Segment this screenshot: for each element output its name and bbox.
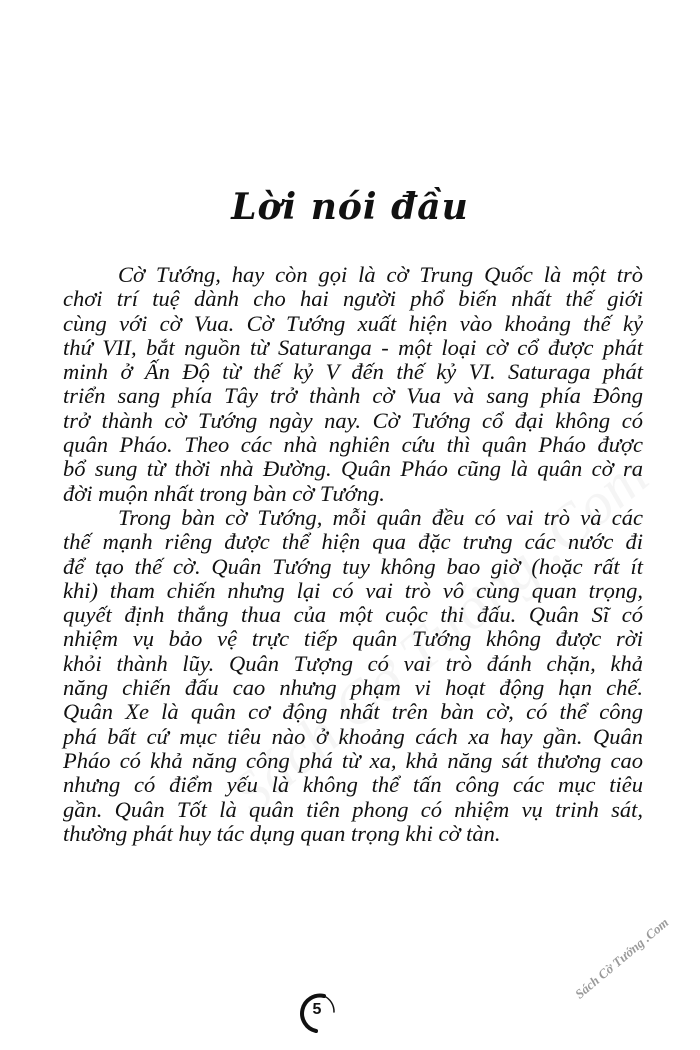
text-line: minh ở Ấn Độ từ thế kỷ V đến thế kỷ VI. Saturaga phát bbox=[63, 359, 643, 385]
text-line: khi) tham chiến nhưng lại có vai trò vô cùng quan trọng, bbox=[63, 577, 643, 603]
paragraph-1 bbox=[63, 263, 643, 506]
page-number-badge bbox=[294, 992, 340, 1034]
body-text bbox=[63, 263, 643, 846]
corner-watermark: Sách Cờ Tướng .Com bbox=[572, 914, 672, 1002]
page-title: Lời nói đầu bbox=[231, 186, 469, 228]
text-line: quyết định thắng thua của một cuộc thi đấu. Quân Sĩ có bbox=[63, 602, 643, 628]
paragraph-2 bbox=[63, 506, 643, 846]
text-line: thường phát huy tác dụng quan trọng khi cờ tàn. bbox=[63, 820, 501, 846]
page-number: 5 bbox=[312, 1001, 322, 1018]
text-line: bổ sung từ thời nhà Đường. Quân Pháo cũng là quân cờ ra bbox=[63, 456, 643, 482]
text-line: nhiệm vụ bảo vệ trực tiếp quân Tướng không được rời bbox=[63, 626, 643, 652]
text-line: nhưng có điểm yếu là không thể tấn công các mục tiêu bbox=[63, 772, 643, 798]
text-line: Trong bàn cờ Tướng, mỗi quân đều có vai trò và các bbox=[118, 504, 643, 530]
text-line: khỏi thành lũy. Quân Tượng có vai trò đánh chặn, khả bbox=[63, 650, 643, 676]
text-line: chơi trí tuệ dành cho hai người phổ biến nhất thế giới bbox=[63, 286, 643, 312]
text-line: gần. Quân Tốt là quân tiên phong có nhiệm vụ trinh sát, bbox=[63, 796, 643, 822]
text-line: năng chiến đấu cao nhưng phạm vi hoạt động hạn chế. bbox=[63, 675, 643, 701]
text-line: Cờ Tướng, hay còn gọi là cờ Trung Quốc là một trò bbox=[118, 262, 643, 287]
text-line: Pháo có khả năng công phá từ xa, khả năng sát thương cao bbox=[63, 747, 643, 773]
text-line: thế mạnh riêng được thể hiện qua đặc trưng các nước đi bbox=[63, 529, 643, 555]
text-line: trở thành cờ Tướng ngày nay. Cờ Tướng cổ đại không có bbox=[63, 407, 643, 433]
text-line: đời muộn nhất trong bàn cờ Tướng. bbox=[63, 480, 385, 506]
text-line: Quân Xe là quân cơ động nhất trên bàn cờ, có thể công bbox=[63, 699, 643, 725]
text-line: để tạo thế cờ. Quân Tướng tuy không bao giờ (hoặc rất ít bbox=[63, 553, 643, 579]
text-line: phá bất cứ mục tiêu nào ở khoảng cách xa hay gần. Quân bbox=[63, 723, 643, 749]
text-line: thứ VII, bắt nguồn từ Saturanga - một loại cờ cổ được phát bbox=[63, 334, 643, 360]
text-line: cùng với cờ Vua. Cờ Tướng xuất hiện vào khoảng thế kỷ bbox=[63, 310, 643, 336]
text-line: quân Pháo. Theo các nhà nghiên cứu thì quân Pháo được bbox=[63, 432, 643, 458]
text-line: triển sang phía Tây trở thành cờ Vua và sang phía Đông bbox=[63, 383, 643, 409]
